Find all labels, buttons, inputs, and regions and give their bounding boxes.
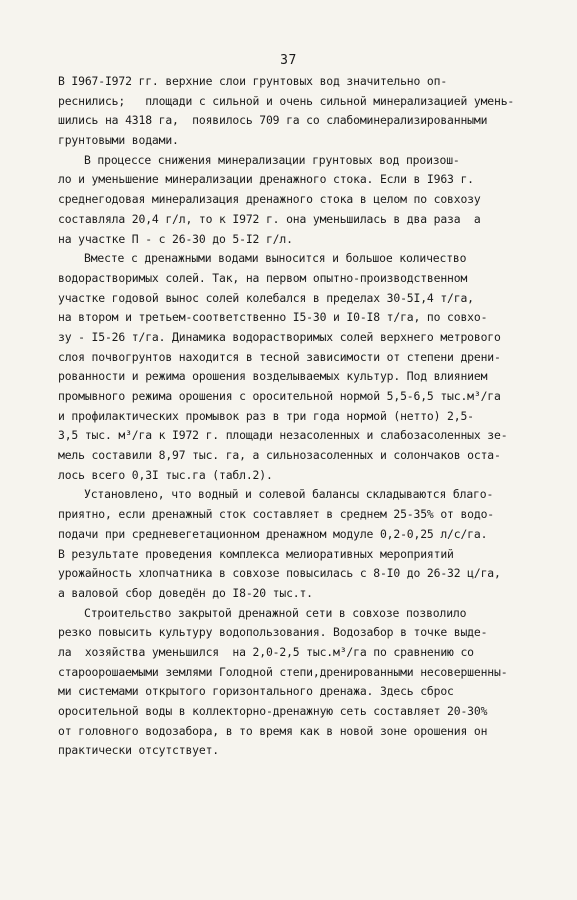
- text-line: подачи при средневегетационном дренажном модуле 0,2-0,25 л/с/га.: [58, 526, 488, 541]
- text-line: составляла 20,4 г/л, то к I972 г. она уменьшилась в два раза а: [58, 211, 481, 226]
- text-line: реснились; площади с сильной и очень сильной минерализацией умень-: [58, 93, 515, 108]
- text-line: ла хозяйства уменьшился на 2,0-2,5 тыс.м³/га по сравнению со: [58, 644, 474, 659]
- text-line: на участке П - с 26-30 до 5-I2 г/л.: [58, 231, 293, 246]
- text-line: мель составили 8,97 тыс. га, а сильнозасоленных и солончаков оста-: [58, 448, 501, 463]
- text-line: а валовой сбор доведён до I8-20 тыс.т.: [58, 585, 313, 600]
- text-line: рованности и режима орошения возделываемых культур. Под влиянием: [58, 369, 488, 384]
- text-line: В I967-I972 гг. верхние слои грунтовых вод значительно оп-: [58, 74, 448, 88]
- text-line: ло и уменьшение минерализации дренажного стока. Если в I963 г.: [58, 172, 474, 187]
- text-line: на втором и третьем-соответственно I5-30 и I0-I8 т/га, по совхо-: [58, 310, 488, 325]
- text-line: грунтовыми водами.: [58, 133, 179, 148]
- page-number: 37: [280, 53, 297, 68]
- text-line: лось всего 0,3I тыс.га (табл.2).: [58, 467, 273, 482]
- text-line: от головного водозабора, в то время как в новой зоне орошения он: [58, 723, 488, 738]
- text-line: В процессе снижения минерализации грунтовых вод произош-: [84, 152, 460, 167]
- text-line: участке годовой вынос солей колебался в пределах 30-5I,4 т/га,: [58, 290, 474, 305]
- text-line: В результате проведения комплекса мелиоративных мероприятий: [58, 546, 454, 561]
- body-text: [58, 72, 518, 761]
- text-line: резко повысить культуру водопользования. Водозабор в точке выде-: [58, 625, 488, 640]
- text-line: практически отсутствует.: [58, 743, 219, 758]
- text-line: староорошаемыми землями Голодной степи,дренированными несовершенны-: [58, 664, 508, 679]
- text-line: и профилактических промывок раз в три года нормой (нетто) 2,5-: [58, 408, 474, 423]
- text-line: оросительной воды в коллекторно-дренажную сеть составляет 20-30%: [58, 704, 488, 718]
- text-line: 3,5 тыс. м³/га к I972 г. площади незасоленных и слабозасоленных зе-: [58, 428, 508, 443]
- text-line: промывного режима орошения с оросительной нормой 5,5-6,5 тыс.м³/га: [58, 389, 501, 403]
- text-line: среднегодовая минерализация дренажного стока в целом по совхозу: [58, 192, 481, 207]
- text-line: шились на 4318 га, появилось 709 га со слабоминерализированными: [58, 113, 488, 128]
- text-line: зу - I5-26 т/га. Динамика водорастворимых солей верхнего метрового: [58, 329, 501, 344]
- text-line: Строительство закрытой дренажной сети в совхозе позволило: [84, 605, 467, 620]
- text-line: Вместе с дренажными водами выносится и большое количество: [84, 251, 467, 266]
- text-line: Установлено, что водный и солевой балансы складываются благо-: [84, 487, 494, 502]
- text-line: водорастворимых солей. Так, на первом опытно-производственном: [58, 270, 468, 285]
- text-line: приятно, если дренажный сток составляет в среднем 25-35% от водо-: [58, 507, 495, 522]
- text-line: урожайность хлопчатника в совхозе повысилась с 8-I0 до 26-32 ц/га,: [58, 566, 501, 581]
- text-line: слоя почвогрунтов находится в тесной зависимости от степени дрени-: [58, 349, 501, 364]
- text-line: ми системами открытого горизонтального дренажа. Здесь сброс: [58, 684, 454, 699]
